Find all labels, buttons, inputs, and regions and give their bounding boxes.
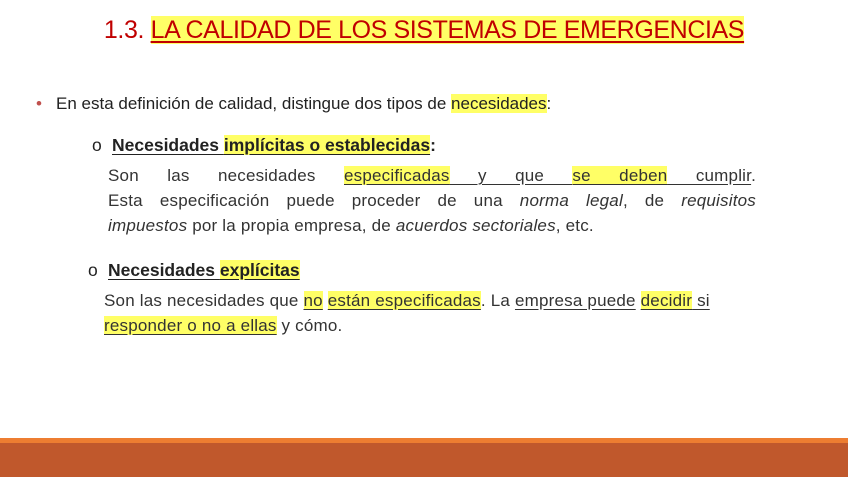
paragraph-line [108,163,756,188]
circle-bullet-icon: o [88,260,98,280]
underline-run: si [692,291,710,310]
highlight-run: responder o no a ellas [104,316,277,335]
circle-bullet-icon: o [92,135,102,155]
subheading-implicit [92,135,436,156]
text-run: . [751,166,757,185]
title-number: 1.3. [103,16,145,44]
highlight-run: decidir [640,291,693,310]
highlight-run: no [303,291,323,310]
text-run: . La [480,291,515,310]
underline-run: empresa puede [514,291,636,310]
paragraph-line [108,188,756,213]
title-text: LA CALIDAD DE LOS SISTEMAS DE EMERGENCIAS [150,16,745,44]
paragraph-implicit [108,163,756,238]
subheading-highlight: explícitas [219,260,300,280]
paragraph-explicit [104,288,764,338]
highlight-run: se deben [572,166,668,185]
text-run: Son las necesidades que [104,291,304,310]
italic-run: impuestos [108,216,188,235]
text-run: , etc. [555,216,594,235]
slide-title [0,16,848,45]
subheading-label: Necesidades [112,135,224,155]
subheading-explicit [88,260,300,281]
text-run: y cómo. [276,316,343,335]
paragraph-line [108,213,756,238]
subheading-label: Necesidades [108,260,220,280]
bullet-after: : [546,94,552,113]
highlight-run: están especificadas [327,291,481,310]
highlight-run: especificadas [344,166,450,185]
footer-bar [0,443,848,477]
subheading-colon: : [430,135,436,155]
text-run: , de [622,191,682,210]
text-run: Son las necesidades [108,166,344,185]
underline-run: y que [449,166,573,185]
bullet-highlight: necesidades [451,94,547,113]
text-run: por la propia empresa, de [187,216,396,235]
bullet-item [36,94,551,114]
bullet-text: En esta definición de calidad, distingue dos tipos de [56,94,452,113]
underline-run: cumplir [667,166,752,185]
subheading-highlight: implícitas o establecidas [223,135,431,155]
italic-run: requisitos [681,191,756,210]
italic-run: norma legal [519,191,623,210]
italic-run: acuerdos sectoriales [395,216,556,235]
text-run: Esta especificación puede proceder de una [108,191,520,210]
bullet-dot-icon: • [36,94,42,113]
